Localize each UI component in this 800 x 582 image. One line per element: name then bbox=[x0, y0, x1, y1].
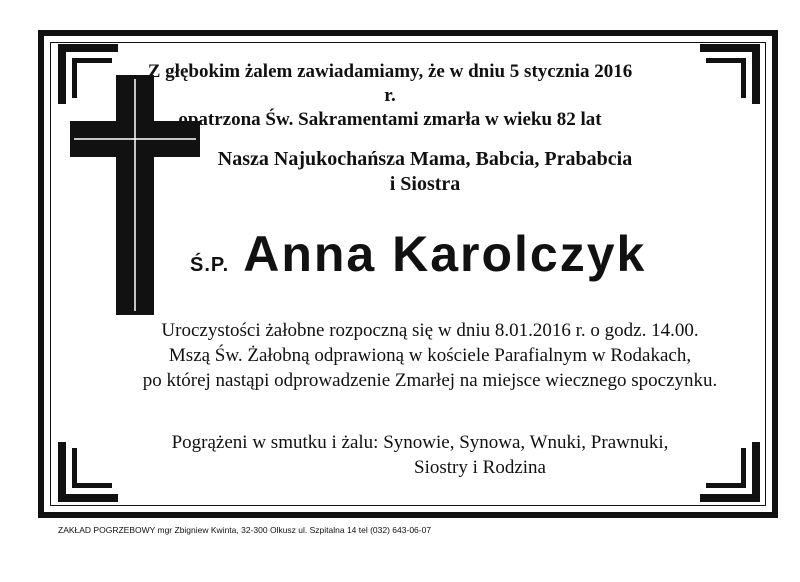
relation-line-2: i Siostra bbox=[389, 173, 461, 195]
corner-ornament-top-right-icon bbox=[700, 44, 760, 104]
mourners-line-1: Pogrążeni w smutku i żalu: Synowie, Synowa, Wnuki, Prawnuki, bbox=[171, 432, 669, 453]
mourners-list bbox=[140, 430, 700, 480]
ceremony-line-2: Mszą Św. Żałobną odprawioną w kościele Parafialnym w Rodakach, bbox=[168, 345, 692, 366]
deceased-name-line bbox=[190, 225, 750, 283]
ceremony-line-1: Uroczystości żałobne rozpoczną się w dniu 8.01.2016 r. o godz. 14.00. bbox=[161, 320, 699, 341]
relation-line-1: Nasza Najukochańsza Mama, Babcia, Prababcia bbox=[217, 148, 633, 170]
name-prefix: Ś.P. bbox=[190, 254, 230, 276]
corner-ornament-bottom-left-icon bbox=[58, 442, 118, 502]
announcement-intro bbox=[140, 60, 640, 132]
corner-ornament-bottom-right-icon bbox=[700, 442, 760, 502]
intro-line-1: Z głębokim żalem zawiadamiamy, że w dniu 5 stycznia 2016 r. bbox=[147, 61, 633, 106]
family-relation bbox=[190, 147, 660, 197]
ceremony-line-3: po której nastąpi odprowadzenie Zmarłej na miejsce wiecznego spoczynku. bbox=[142, 370, 718, 391]
mourners-line-2: Siostry i Rodzina bbox=[414, 457, 546, 478]
funeral-home-footer: ZAKŁAD POGRZEBOWY mgr Zbigniew Kwinta, 32-300 Olkusz ul. Szpitalna 14 tel (032) 643-06-07 bbox=[58, 525, 432, 535]
deceased-name: Anna Karolczyk bbox=[243, 226, 647, 282]
ceremony-details bbox=[110, 318, 750, 393]
intro-line-2: opatrzona Św. Sakramentami zmarła w wieku 82 lat bbox=[178, 109, 602, 130]
